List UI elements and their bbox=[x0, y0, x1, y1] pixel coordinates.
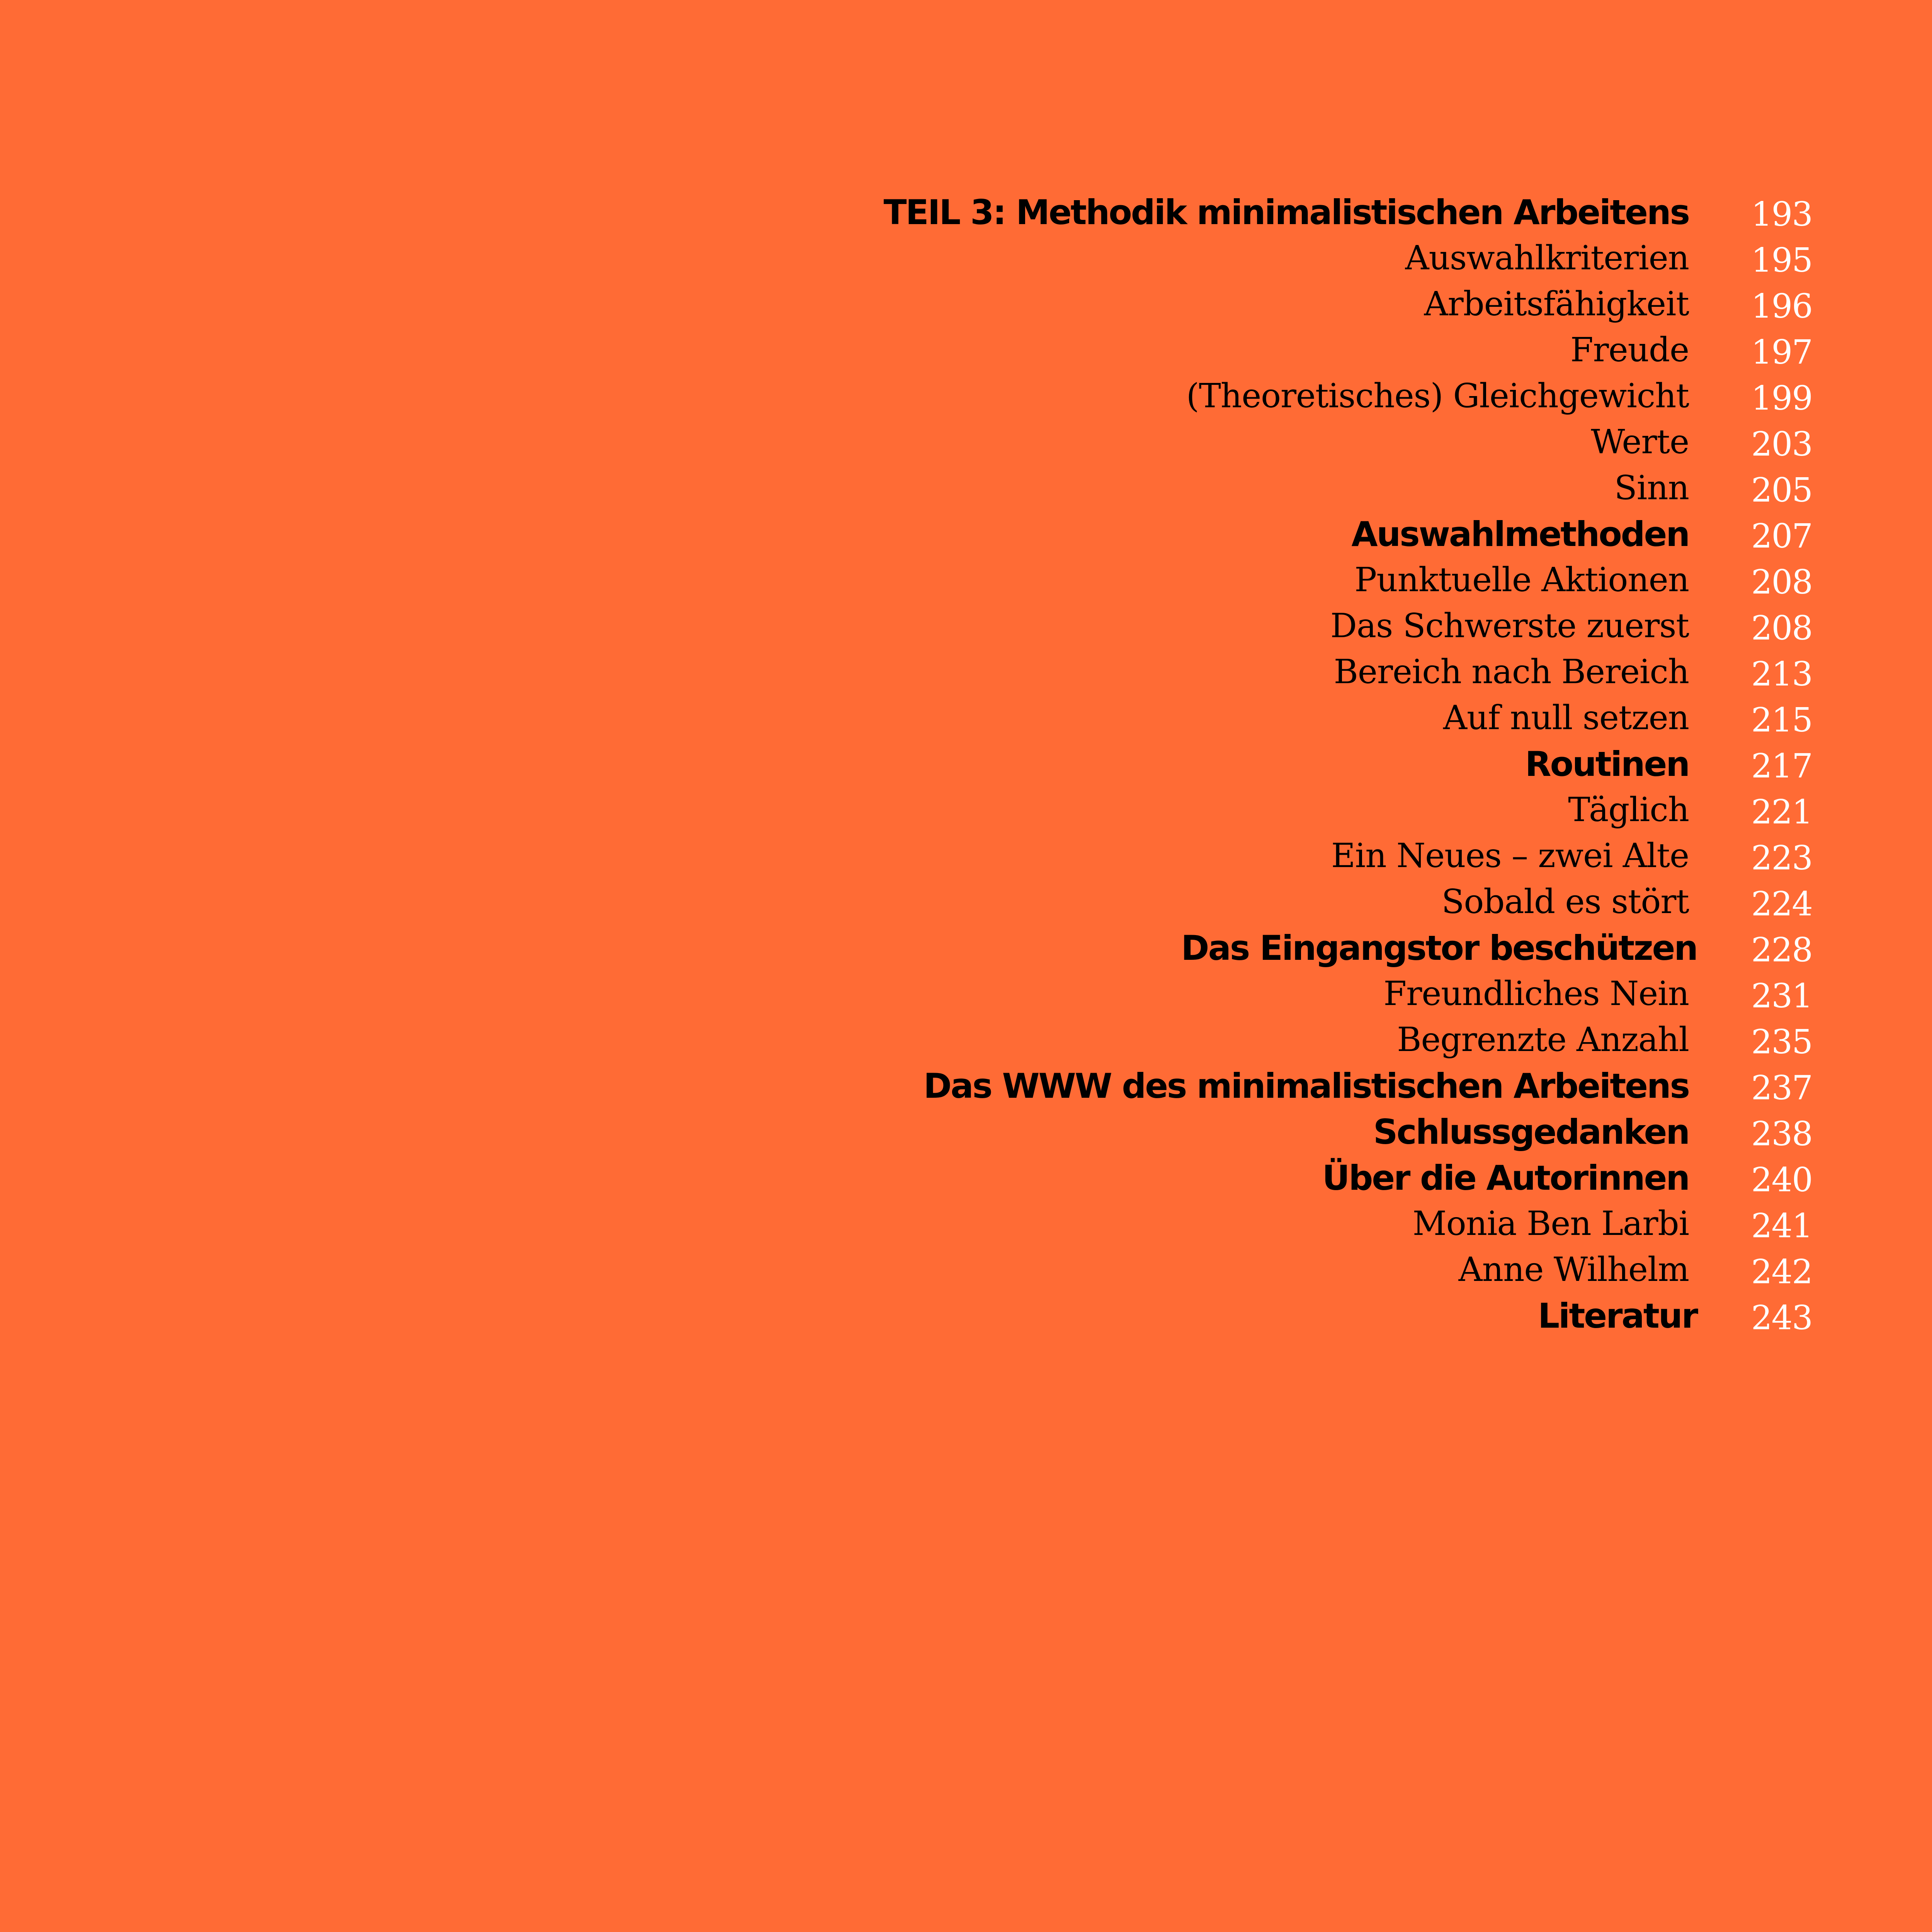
toc-entry-title: Arbeitsfähigkeit bbox=[1424, 285, 1689, 323]
toc-entry-title: Schlussgedanken bbox=[1373, 1112, 1689, 1152]
toc-entry-title: Täglich bbox=[1568, 791, 1689, 829]
toc-entry-page-number: 231 bbox=[1751, 977, 1812, 1015]
toc-entry-sobald-es-stoert[interactable] bbox=[0, 879, 1932, 925]
toc-entry-title: Auf null setzen bbox=[1443, 699, 1689, 737]
toc-entry-begrenzte-anzahl[interactable] bbox=[0, 1017, 1932, 1063]
toc-entry-title: Begrenzte Anzahl bbox=[1397, 1020, 1689, 1059]
toc-entry-page-number: 224 bbox=[1751, 885, 1812, 923]
toc-entry-title: Auswahlkriterien bbox=[1405, 239, 1689, 277]
toc-entry-title: Anne Wilhelm bbox=[1458, 1250, 1689, 1289]
toc-entry-page-number: 228 bbox=[1751, 931, 1812, 969]
toc-entry-freundliches-nein[interactable] bbox=[0, 971, 1932, 1017]
toc-entry-title: Freundliches Nein bbox=[1383, 975, 1689, 1013]
toc-entry-das-schwerste-zuerst[interactable] bbox=[0, 603, 1932, 649]
toc-entry-title: Über die Autorinnen bbox=[1322, 1158, 1689, 1198]
toc-entry-page-number: 243 bbox=[1751, 1299, 1812, 1337]
toc-entry-page-number: 240 bbox=[1751, 1161, 1812, 1199]
toc-entry-werte[interactable] bbox=[0, 419, 1932, 465]
toc-entry-page-number: 197 bbox=[1751, 333, 1812, 372]
toc-entry-auswahlmethoden[interactable] bbox=[0, 511, 1932, 557]
toc-entry-page-number: 217 bbox=[1751, 747, 1812, 786]
toc-entry-title: Werte bbox=[1591, 423, 1689, 461]
toc-entry-title: Ein Neues – zwei Alte bbox=[1331, 837, 1689, 875]
toc-entry-das-www[interactable] bbox=[0, 1063, 1932, 1109]
toc-entry-ein-neues-zwei-alte[interactable] bbox=[0, 833, 1932, 879]
toc-entry-freude[interactable] bbox=[0, 327, 1932, 373]
toc-entry-anne-wilhelm[interactable] bbox=[0, 1247, 1932, 1293]
toc-entry-page-number: 221 bbox=[1751, 793, 1812, 832]
toc-entry-auswahlkriterien[interactable] bbox=[0, 235, 1932, 281]
toc-entry-page-number: 203 bbox=[1751, 425, 1812, 464]
toc-entry-gleichgewicht[interactable] bbox=[0, 373, 1932, 419]
toc-entry-title: Sobald es stört bbox=[1441, 883, 1689, 921]
toc-entry-arbeitsfaehigkeit[interactable] bbox=[0, 281, 1932, 327]
toc-entry-page-number: 205 bbox=[1751, 471, 1812, 510]
table-of-contents bbox=[0, 189, 1932, 1339]
toc-entry-sinn[interactable] bbox=[0, 465, 1932, 511]
toc-entry-title: Routinen bbox=[1525, 744, 1689, 784]
toc-entry-title: Literatur bbox=[1538, 1296, 1697, 1336]
toc-entry-page-number: 213 bbox=[1751, 655, 1812, 694]
toc-entry-ueber-die-autorinnen[interactable] bbox=[0, 1155, 1932, 1201]
toc-entry-monia-ben-larbi[interactable] bbox=[0, 1201, 1932, 1247]
toc-entry-page-number: 237 bbox=[1751, 1069, 1812, 1107]
toc-entry-schlussgedanken[interactable] bbox=[0, 1109, 1932, 1155]
toc-entry-page-number: 241 bbox=[1751, 1207, 1812, 1245]
toc-entry-page-number: 199 bbox=[1751, 379, 1812, 418]
toc-entry-part-3[interactable] bbox=[0, 189, 1932, 235]
toc-entry-literatur[interactable] bbox=[0, 1293, 1932, 1339]
toc-entry-page-number: 195 bbox=[1751, 241, 1812, 280]
toc-entry-title: Bereich nach Bereich bbox=[1333, 653, 1689, 691]
toc-entry-page-number: 238 bbox=[1751, 1115, 1812, 1153]
toc-entry-auf-null-setzen[interactable] bbox=[0, 695, 1932, 741]
toc-entry-title: Das Eingangstor beschützen bbox=[1181, 928, 1697, 968]
toc-entry-taeglich[interactable] bbox=[0, 787, 1932, 833]
toc-entry-page-number: 215 bbox=[1751, 701, 1812, 740]
toc-entry-page-number: 207 bbox=[1751, 517, 1812, 556]
toc-entry-title: Freude bbox=[1570, 331, 1689, 369]
toc-entry-page-number: 235 bbox=[1751, 1023, 1812, 1061]
toc-entry-das-eingangstor-beschuetzen[interactable] bbox=[0, 925, 1932, 971]
toc-entry-title: TEIL 3: Methodik minimalistischen Arbeitens bbox=[883, 192, 1689, 232]
toc-entry-title: Monia Ben Larbi bbox=[1412, 1204, 1689, 1243]
toc-entry-page-number: 196 bbox=[1751, 287, 1812, 326]
toc-entry-page-number: 193 bbox=[1751, 195, 1812, 234]
toc-entry-page-number: 223 bbox=[1751, 839, 1812, 878]
toc-entry-title: Sinn bbox=[1614, 469, 1689, 507]
toc-entry-title: Das Schwerste zuerst bbox=[1330, 607, 1689, 645]
toc-entry-title: Das WWW des minimalistischen Arbeitens bbox=[923, 1066, 1689, 1106]
toc-entry-punktuelle-aktionen[interactable] bbox=[0, 557, 1932, 603]
toc-entry-page-number: 208 bbox=[1751, 609, 1812, 648]
toc-entry-bereich-nach-bereich[interactable] bbox=[0, 649, 1932, 695]
toc-entry-title: Auswahlmethoden bbox=[1351, 514, 1689, 554]
toc-entry-page-number: 208 bbox=[1751, 563, 1812, 602]
toc-entry-page-number: 242 bbox=[1751, 1253, 1812, 1291]
toc-entry-routinen[interactable] bbox=[0, 741, 1932, 787]
toc-entry-title: (Theoretisches) Gleichgewicht bbox=[1186, 377, 1689, 415]
toc-entry-title: Punktuelle Aktionen bbox=[1354, 561, 1689, 599]
